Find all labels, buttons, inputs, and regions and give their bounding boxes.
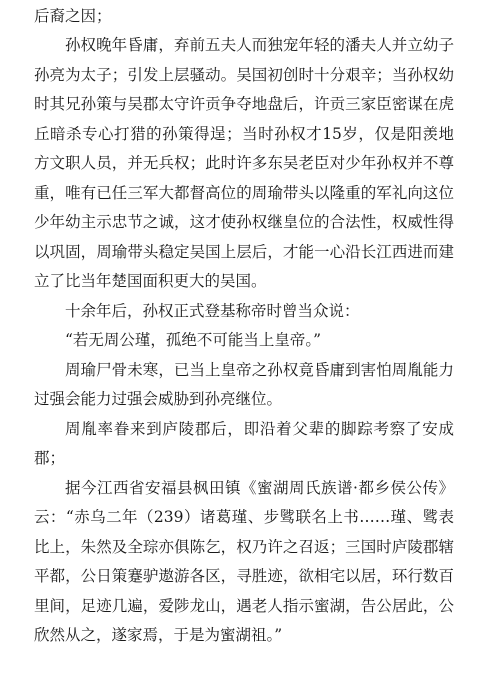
document-body xyxy=(34,31,454,651)
paragraph-continuation: 后裔之因； xyxy=(34,7,112,25)
paragraph-genealogy-citation: 据今江西省安福县枫田镇《蜜湖周氏族谱·都乡侯公传》云：“赤乌二年（239）诸葛瑾、步骘联名上书……瑾、骘表比上，朱然及全琮亦俱陈乞，权乃许之召返；三国时庐陵郡辖平都，公日策蹇驴遨游各区，寻胜迹，欲相宅以居，环行数百里间，足迹几遍，爱陟龙山，遇老人指示蜜湖，告公居此，公欣然从之，遂家焉，于是为蜜湖祖。” xyxy=(34,478,454,644)
paragraph-quote: “若无周公瑾，孤绝不可能当上皇帝。” xyxy=(65,331,322,349)
paragraph-sun-quan-late-years: 孙权晚年昏庸，弃前五夫人而独宠年轻的潘夫人并立幼子孙亮为太子；引发上层骚动。吴国初创时十分艰辛；当孙权幼时其兄孙策与吴郡太守许贡争夺地盘后，许贡三家臣密谋在虎丘暗杀专心打猎的孙策得逞；当时孙权才15岁，仅是阳羡地方文职人员，并无兵权；此时许多东吴老臣对少年孙权并不尊重，唯有已任三军大都督高位的周瑜带头以隆重的军礼向这位少年幼主示忠节之诚，这才使孙权继皇位的合法性，权威性得以巩固，周瑜带头稳定吴国上层后，才能一心沿长江西进而建立了比当年楚国面积更大的吴国。 xyxy=(34,36,454,290)
paragraph-coronation: 十余年后，孙权正式登基称帝时曾当众说： xyxy=(65,301,360,320)
paragraph-zhou-yin-luling: 周胤率眷来到庐陵郡后，即沿着父辈的脚踪考察了安成郡； xyxy=(34,419,454,467)
paragraph-zhou-yu-death: 周瑜尸骨未寒，已当上皇帝之孙权竟昏庸到害怕周胤能力过强会能力过强会威胁到孙亮继位。 xyxy=(34,360,454,408)
